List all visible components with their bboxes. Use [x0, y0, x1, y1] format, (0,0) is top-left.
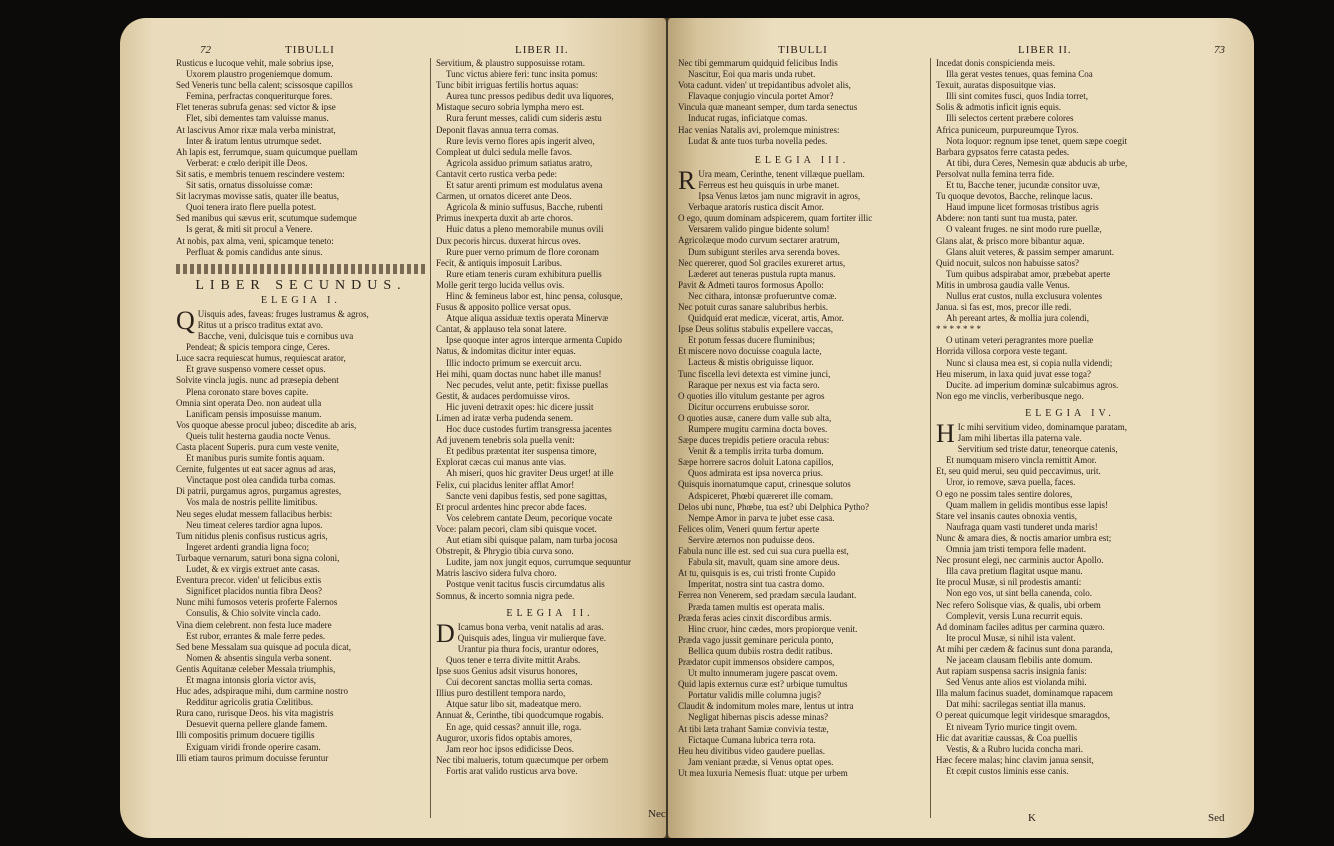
verse-line: Hoc duce custodes furtim transgressa jacentes: [446, 424, 612, 435]
verse-line: Deponit flavas annua terra comas.: [436, 124, 559, 135]
verse-block: [678, 58, 926, 147]
verse-line: Sit satis, ornatus dissoluisse comæ:: [186, 180, 313, 191]
verse-line: Hac venias Natalis avi, prolemque ministres:: [678, 124, 840, 135]
verse-line: Sæpe horrere sacros doluit Latona capillos,: [678, 457, 834, 468]
verse-line: O pereat quicumque legit viridesque smaragdos,: [936, 710, 1110, 721]
verse-line: Perfluat & pomis candidus ante sinus.: [186, 246, 323, 257]
verse-line: Somnus, & incerto somnia nigra pede.: [436, 590, 575, 601]
verse-line: Et magna intonsis gloria victor avis,: [186, 674, 316, 685]
verse-line: Tu quoque devotos, Bacche, relinque lacus.: [936, 191, 1093, 202]
verse-line: Est rubor, errantes & male ferre pedes.: [186, 630, 326, 641]
verse-line: Sit satis, e membris tenuem rescindere vestem:: [176, 168, 345, 179]
verse-line: Ut multo innumeram jugere pascat ovem.: [688, 668, 838, 679]
verse-line: O ego, quum dominam adspicerem, quam fortiter illic: [678, 213, 873, 224]
verse-line: Abdere: non tanti sunt tua musta, pater.: [936, 213, 1078, 224]
verse-line: Fusus & apposito pollice versat opus.: [436, 302, 571, 313]
verse-line: Limen ad iratæ verba pudenda senem.: [436, 413, 573, 423]
verse-line: Haud impune licet formosas tristibus agris: [946, 202, 1099, 213]
verse-line: Glans aluit veteres, & passim semper amarunt.: [946, 246, 1114, 257]
verse-line: Ipsa Venus lætos jam nunc migravit in agros,: [698, 191, 861, 202]
verse-line: Consulis, & Chio solvite vincla cado.: [186, 608, 321, 619]
ornament-divider: [176, 264, 426, 274]
left-column-1: [176, 58, 426, 764]
verse-line: Tunc victus abiere feri: tunc insita pomus:: [446, 69, 598, 80]
verse-line: Complevit, versis Luna recurrit equis.: [946, 610, 1083, 621]
verse-block: [436, 618, 664, 777]
verse-line: Agricola & minio suffusus, Bacche, rubenti: [446, 202, 604, 213]
drop-cap: H: [936, 419, 955, 448]
verse-line: Turbaque vernarum, saturi bona signa coloni,: [176, 552, 340, 563]
verse-line: Illi compositis primum docuere tigillis: [176, 730, 315, 741]
verse-line: Lacteus & mistis obriguisse liquor.: [688, 357, 814, 368]
verse-line: Rura cano, rurisque Deos. his vita magistris: [176, 708, 334, 719]
verse-line: Quoi tenera irato flere puella potest.: [186, 202, 316, 213]
verse-line: Ducite. ad imperium dominæ sulcabimus agros.: [946, 379, 1119, 390]
verse-line: Nullus erat custos, nulla exclusura volentes: [946, 290, 1102, 301]
verse-line: Illa malum facinus suadet, dominamque rapacem: [936, 688, 1113, 699]
verse-line: Flavaque conjugio vincula portet Amor?: [688, 91, 834, 102]
verse-line: Læderet aut teneras pustula rupta manus.: [688, 268, 836, 279]
verse-line: Voce: palam pecori, clam sibi quisque vocet.: [436, 523, 597, 534]
verse-line: Inducat rugas, inficiatque comas.: [688, 113, 808, 124]
verse-line: Fabula nunc ille est. sed cui sua cura puella est,: [678, 546, 849, 557]
verse-line: Rumpere mugitu carmina docta boves.: [688, 424, 828, 434]
verse-line: Flet teneras subrufa genas: sed victor & ipse: [176, 102, 336, 113]
verse-line: Matris lascivo sidera fulva choro.: [436, 568, 557, 579]
drop-cap: R: [678, 165, 696, 195]
verse-line: Vota cadunt. viden' ut trepidantibus advolet alis,: [678, 80, 851, 91]
verse-line: Sæpe duces trepidis petiere oracula rebus:: [678, 435, 830, 446]
verse-line: Servire æternos non puduisse deos.: [688, 534, 815, 545]
verse-line: Bacche, veni, dulcisque tuis e cornibus uva: [197, 331, 354, 342]
verse-line: Huc ades, adspiraque mihi, dum carmine nostro: [176, 686, 348, 697]
verse-line: At tibi læta trahant Samiæ convivia testæ,: [678, 723, 829, 734]
verse-line: Uror, io remove, sæva puella, faces.: [946, 477, 1076, 488]
verse-line: En age, quid cessas? annuit ille, roga.: [446, 721, 582, 732]
verse-line: Illa cava pretium flagitat usque manu.: [946, 566, 1083, 577]
verse-line: Ritus ut a prisco traditus extat avo.: [197, 319, 324, 330]
verse-line: Primus inexperta duxit ab arte choros.: [436, 213, 573, 224]
verse-line: Rure levis verno flores apis ingerit alveo,: [446, 135, 595, 146]
verse-line: Servitium sed triste datur, teneorque catenis,: [957, 444, 1118, 455]
verse-line: Nec tibi gemmarum quidquid felicibus Indis: [678, 58, 838, 68]
verse-line: Quos admirata est ipsa noverca prius.: [688, 468, 823, 479]
verse-line: Præda vago jussit geminare pericula ponto,: [678, 634, 834, 645]
verse-line: Nomen & absentis singula verba sonent.: [186, 652, 332, 663]
verse-line: Uisquis ades, faveas: fruges lustramus & agros,: [197, 308, 369, 319]
verse-line: At tibi, dura Ceres, Nemesin quæ abducis ab urbe,: [946, 157, 1128, 168]
verse-line: Uxorem plaustro progeniemque domum.: [186, 69, 333, 80]
verse-line: Felices olim, Veneri quum fertur aperte: [678, 523, 820, 534]
verse-line: Et potum fessas ducere fluminibus;: [688, 335, 815, 346]
left-page: [120, 18, 666, 838]
verse-line: Verbaque aratoris rustica discit Amor.: [688, 202, 824, 213]
verse-line: Omnia jam tristi tempora felle madent.: [946, 544, 1086, 555]
verse-line: Sed bene Messalam sua quisque ad pocula dicat,: [176, 641, 351, 652]
verse-line: Ne jaceam clausam flebilis ante domum.: [946, 654, 1093, 665]
verse-line: Gentis Aquitanæ celeber Messala triumphis,: [176, 663, 336, 674]
verse-line: Præda tamen multis est operata malis.: [688, 601, 825, 612]
verse-line: O ego ne possim tales sentire dolores,: [936, 488, 1073, 499]
right-column-1: [678, 58, 926, 779]
verse-line: Queis tulit hesterna gaudia nocte Venus.: [186, 430, 331, 441]
verse-line: Negligat hibernas piscis adesse minas?: [688, 712, 828, 723]
verse-line: Heu miserum, in laxa quid juvat esse toga?: [936, 368, 1091, 379]
verse-line: Præda feras acies cinxit discordibus armis.: [678, 612, 832, 623]
verse-line: Verberat: e cœlo deripit ille Deos.: [186, 157, 308, 168]
verse-line: Ura meam, Cerinthe, tenent villæque puellam.: [698, 168, 865, 179]
verse-line: Hæc fecere malas; hinc clavim janua sensit,: [936, 754, 1094, 765]
verse-line: Nota loquor: regnum ipse tenet, quem sæpe coegit: [946, 135, 1127, 146]
verse-line: Quisquis inornatumque caput, crinesque solutos: [678, 479, 851, 490]
verse-line: Et procul ardentes hinc precor abde faces.: [436, 501, 587, 512]
elegy-title: ELEGIA IV.: [1025, 407, 1115, 419]
verse-line: Icamus bona verba, venit natalis ad aras.: [457, 621, 604, 632]
verse-line: Vina diem celebrent. non festa luce madere: [176, 619, 332, 630]
verse-line: Ingeret ardenti grandia ligna foco;: [186, 541, 309, 552]
verse-line: Cantat, & applauso tela sonat latere.: [436, 324, 567, 335]
verse-line: Rure etiam teneris curam exhibitura puellis: [446, 268, 602, 279]
verse-line: Aut rapiam suspensa sacris insignia fanis:: [936, 666, 1087, 677]
verse-line: Redditur agricolis gratia Cœlitibus.: [186, 697, 313, 708]
verse-line: Gestit, & audaces perdomuisse viros.: [436, 390, 570, 401]
verse-line: Inter & iratum lentus utrumque sedet.: [186, 135, 322, 146]
verse-line: Jam mihi libertas illa paterna vale.: [957, 433, 1082, 444]
verse-line: Ludet, & ex virgis extruet ante casas.: [186, 564, 320, 575]
verse-line: Ah miseri, quos hic graviter Deus urget! at ille: [446, 468, 614, 479]
verse-line: Fictaque Cumana lubrica terra rota.: [688, 734, 816, 745]
verse-line: Felix, cui placidus leniter afflat Amor!: [436, 479, 575, 490]
verse-line: Hei mihi, quam doctas nunc habet ille manus!: [436, 368, 602, 379]
verse-line: Prædator cupit immensos obsidere campos,: [678, 656, 835, 667]
verse-line: Et, seu quid merui, seu quid peccavimus, urit.: [936, 466, 1101, 477]
verse-line: Lanificam pensis imposuisse manum.: [186, 408, 322, 419]
verse-line: Ludite, jam nox jungit equos, currumque sequuntur: [446, 557, 631, 568]
verse-line: Quos tener e terra divite mittit Arabs.: [446, 654, 581, 665]
verse-line: Casta placent Superis. pura cum veste venite,: [176, 442, 339, 452]
verse-line: Luce sacra requiescat humus, requiescat arator,: [176, 353, 346, 364]
verse-line: Ite procul Musæ, si nihil ista valent.: [946, 632, 1076, 643]
verse-line: Non ego vos, ut sint bella canenda, colo.: [946, 588, 1092, 599]
running-head: LIBER II.: [1018, 44, 1072, 56]
verse-line: Et niveam Tyrio murice tingit ovem.: [946, 721, 1078, 732]
verse-line: Natus, & indomitas dicitur inter equas.: [436, 346, 576, 357]
verse-line: Agricola assiduo primum satiatus aratro,: [446, 157, 593, 168]
verse-line: Claudit & indomitum moles mare, lentus ut intra: [678, 701, 854, 712]
verse-line: Ah pereant artes, & mollia jura colendi,: [946, 313, 1089, 324]
verse-line: Nec quererer, quod Sol graciles exureret artus,: [678, 257, 846, 268]
verse-line: Incedat donis conspicienda meis.: [936, 58, 1055, 68]
verse-line: Ferrea non Venerem, sed prædam sæcula laudant.: [678, 590, 857, 601]
verse-line: Nec pecudes, velut ante, petit: fixisse puellas: [446, 379, 608, 390]
verse-line: Ipse suos Genius adsit visurus honores,: [436, 666, 578, 677]
right-column-2: [936, 58, 1204, 777]
verse-line: Sed Venus ante alios est violanda mihi.: [946, 677, 1087, 688]
verse-line: Quisquis ades, lingua vir mulierque fave.: [457, 632, 606, 643]
verse-line: O valeant fruges. ne sint modo rure puellæ,: [946, 224, 1102, 235]
drop-cap: D: [436, 618, 455, 648]
verse-line: Atque aliqua assiduæ textis operata Minervæ: [446, 313, 609, 324]
verse-line: Hinc & femineus labor est, hinc pensa, colusque,: [446, 290, 623, 301]
verse-line: Vos celebrem cantate Deum, pecorique vocate: [446, 512, 613, 523]
verse-line: Imperitat, nostra sint tua castra domo.: [688, 579, 825, 590]
verse-line: Et numquam misero vincla remittit Amor.: [946, 455, 1097, 466]
verse-line: Nec cithara, intonsæ profueruntve comæ.: [688, 290, 837, 301]
verse-line: Flet, sibi dementes tam valuisse manus.: [186, 113, 329, 124]
verse-line: Nunc mihi fumosos veteris proferte Falernos: [176, 597, 338, 608]
verse-line: Aut etiam sibi quisque palam, nam turba jocosa: [446, 535, 618, 546]
verse-line: Ic mihi servitium video, dominamque paratam,: [957, 422, 1127, 432]
verse-line: Vos mala de nostris pellite limitibus.: [186, 497, 318, 508]
verse-line: Auguror, uxoris fidos optabis amores,: [436, 732, 573, 743]
elegy-title: ELEGIA I.: [261, 294, 341, 306]
verse-line: Dux pecoris hircus. duxerat hircus oves.: [436, 235, 581, 246]
verse-line: Exiguam viridi fronde operire casam.: [186, 741, 321, 752]
verse-line: Illi etiam tauros primum docuisse feruntur: [176, 752, 329, 763]
verse-line: Et pedibus prætentat iter suspensa timore,: [446, 446, 597, 457]
verse-line: Vincula quæ maneant semper, dum tarda senectus: [678, 102, 858, 113]
page-number: 72: [200, 44, 211, 56]
verse-line: Persolvat nulla femina terra fide.: [936, 168, 1055, 179]
book-title: LIBER SECUNDUS.: [195, 277, 407, 293]
page-number: 73: [1214, 44, 1225, 56]
verse-line: Aurea tunc pressos pedibus dedit uva liquores,: [446, 91, 614, 102]
verse-line: Quid nocuit, sulcos non habuisse satos?: [936, 257, 1079, 268]
verse-line: Et grave suspenso vomere cesset opus.: [186, 364, 326, 375]
drop-cap: Q: [176, 305, 195, 335]
verse-line: Nec potuit curas sanare salubribus herbis.: [678, 301, 828, 312]
verse-block: [678, 165, 926, 779]
verse-line: Ite procul Musæ, si nil prodestis amanti:: [936, 577, 1082, 588]
verse-line: Nec tibi malueris, totum quæcumque per orbem: [436, 754, 609, 765]
verse-line: Cernite, fulgentes ut eat sacer agnus ad aras,: [176, 464, 336, 475]
verse-line: Et miscere novo docuisse coagula lacte,: [678, 346, 822, 357]
verse-block: [176, 305, 426, 764]
verse-line: Illi selectos certent præbere colores: [946, 113, 1074, 124]
verse-line: Atque satur libo sit, madeatque mero.: [446, 699, 582, 710]
elegy-title: ELEGIA III.: [754, 154, 850, 166]
verse-line: Naufraga quam vasti tunderet unda maris!: [946, 521, 1098, 532]
verse-line: Sed manibus qui sævus erit, scutumque sudemque: [176, 213, 357, 224]
verse-line: At mihi per cædem & facinus sunt dona paranda,: [936, 643, 1113, 654]
verse-line: Quid lapis externus curæ est? urbique tumultus: [678, 679, 848, 690]
verse-line: Et tu, Bacche tener, jucundæ consitor uvæ,: [946, 180, 1100, 191]
verse-line: Eventura precor. viden' ut felicibus extis: [176, 575, 322, 586]
verse-line: Vinctaque post olea candida turba comas.: [186, 475, 336, 486]
verse-line: Stare vel insanis cautes obnoxia ventis,: [936, 510, 1077, 521]
verse-line: Janua. si fas est, mos, precor ille redi.: [936, 302, 1072, 313]
verse-line: Mitis in umbrosa gaudia valle Venus.: [936, 279, 1070, 290]
verse-line: Solvite vincla jugis. nunc ad præsepia debent: [176, 375, 339, 386]
verse-line: Horrida villosa corpora veste tegant.: [936, 346, 1068, 357]
verse-line: Ad dominam faciles aditus per carmina quæro.: [936, 621, 1105, 632]
verse-line: Huic datus a pleno memorabile munus ovili: [446, 224, 604, 235]
verse-block: [436, 58, 664, 602]
verse-line: Ah lapis est, ferrumque, suam quicumque puellam: [176, 146, 358, 157]
verse-line: Africa puniceum, purpureumque Tyros.: [936, 124, 1079, 135]
verse-line: Raraque per nexus est via facta sero.: [688, 379, 820, 390]
verse-line: At nobis, pax alma, veni, spicamque teneto:: [176, 235, 334, 246]
verse-line: Hinc cruor, hinc cædes, mors propiorque venit.: [688, 623, 858, 634]
verse-line: Nunc si clausa mea est, si copia nulla videndi;: [946, 357, 1113, 368]
verse-line: Quam mallem in gelidis montibus esse lapis!: [946, 499, 1108, 510]
verse-line: Delos ubi nunc, Phœbe, tua est? ubi Delphica Pytho?: [678, 501, 869, 512]
running-head: TIBULLI: [285, 44, 335, 56]
verse-line: Molle gerit tergo lucida vellus ovis.: [436, 279, 565, 290]
verse-line: Nempe Amor in parva te jubet esse casa.: [688, 512, 835, 523]
left-column-2: [436, 58, 664, 777]
verse-line: Cui decorent sanctas mollia serta comas.: [446, 677, 593, 688]
verse-line: Ludat & ante tuos turba novella pedes.: [688, 135, 828, 146]
verse-line: Neu seges eludat messem fallacibus herbis:: [176, 508, 333, 519]
catchword: Sed: [1208, 812, 1225, 824]
verse-line: Jam reor hoc ipsos edidicisse Deos.: [446, 743, 574, 754]
verse-line: O quoties ausæ, canere dum valle sub alta,: [678, 412, 832, 423]
verse-line: Illius puro destillent tempora nardo,: [436, 688, 566, 699]
elegy-title: ELEGIA II.: [506, 607, 594, 619]
verse-line: Dicitur occurrens erubuisse soror.: [688, 401, 810, 412]
verse-line: Servitium, & plaustro supposuisse rotam.: [436, 58, 585, 68]
column-rule: [430, 58, 431, 818]
verse-line: Ipse Deus solitus stabulis expellere vaccas,: [678, 324, 833, 335]
verse-block: [936, 419, 1204, 777]
verse-line: Illa gerat vestes tenues, quas femina Coa: [946, 69, 1093, 80]
verse-line: Portatur validis mille columna jugis?: [688, 690, 821, 701]
verse-line: Fortis arat valido rusticus arva bove.: [446, 765, 578, 776]
verse-line: Illic indocto primum se exercuit arcu.: [446, 357, 582, 368]
verse-line: Fabula sit, mavult, quam sine amore deus.: [688, 557, 840, 568]
verse-line: Et manibus puris sumite fontis aquam.: [186, 453, 325, 464]
verse-line: Tum nitidus plenis confisus rusticus agris,: [176, 530, 328, 541]
verse-line: Cantavit certo rustica verba pede:: [436, 168, 557, 179]
verse-line: Urantur pia thura focis, urantur odores,: [457, 643, 599, 654]
running-head: LIBER II.: [515, 44, 569, 56]
signature-mark: K: [1028, 812, 1036, 824]
verse-block: [176, 58, 426, 258]
verse-line: Adspiceret, Phœbi quæreret ille comam.: [688, 490, 833, 501]
verse-line: Postque venit tacitus fuscis circumdatus alis: [446, 579, 605, 590]
verse-line: Nec refero Solisque vias, & qualis, ubi orbem: [936, 599, 1101, 610]
verse-line: Fecit, & antiquis imposuit Laribus.: [436, 257, 562, 268]
right-page: [668, 18, 1254, 838]
verse-line: Is gerat, & miti sit procul a Venere.: [186, 224, 313, 235]
verse-line: Sit lacrymas movisse satis, quater ille beatus,: [176, 191, 339, 202]
verse-line: Tunc bibit irriguas fertilis hortus aquas:: [436, 80, 579, 91]
verse-line: Tunc fiscella levi detexta est vimine junci,: [678, 368, 831, 379]
verse-line: Plena coronato stare boves capite.: [186, 386, 309, 397]
verse-line: Nunc & amara dies, & noctis amarior umbra est;: [936, 532, 1112, 543]
verse-line: Desuevit querna pellere glande famem.: [186, 719, 328, 730]
verse-line: Jam veniant prædæ, si Venus optat opes.: [688, 756, 834, 767]
verse-line: Dat mihi: sacrilegas sentiat illa manus.: [946, 699, 1086, 710]
verse-line: Texuit, auratas disposuitque vias.: [936, 80, 1056, 91]
verse-line: Mistaque securo sobria lympha mero est.: [436, 102, 584, 113]
verse-line: Barbara gypsatos ferre catasta pedes.: [936, 146, 1070, 157]
running-head: TIBULLI: [778, 44, 828, 56]
verse-line: Et cœpit custos liminis esse canis.: [946, 765, 1069, 776]
verse-line: Sed Veneris tunc bella calent; scissosque capillos: [176, 80, 353, 91]
verse-line: Carmen, ut ornatos diceret ante Deos.: [436, 191, 572, 202]
verse-line: Compleat ut dulci sedula melle favos.: [436, 146, 572, 157]
verse-line: Agricolæque modo curvum sectarer aratrum,: [678, 235, 840, 246]
verse-line: Ferreus est heu quisquis in urbe manet.: [698, 179, 840, 190]
verse-block: [936, 58, 1204, 402]
verse-line: Tum quibus adspirabat amor, præbebat aperte: [946, 268, 1111, 279]
verse-line: O quoties illo vitulum gestante per agros: [678, 390, 825, 401]
verse-line: Annuat &, Cerinthe, tibi quodcumque rogabis.: [436, 710, 604, 721]
verse-line: Nascitur, Eoi qua maris unda rubet.: [688, 69, 816, 80]
catchword: Nec: [648, 808, 666, 820]
verse-line: Illi sint comites fusci, quos India torret,: [946, 91, 1088, 102]
verse-line: Rure puer verno primum de flore coronam: [446, 246, 599, 257]
verse-line: Dum subigunt steriles arva serenda boves.: [688, 246, 840, 257]
verse-line: Quidquid erat medicæ, vicerat, artis, Amor.: [688, 313, 844, 324]
verse-line: Hic dat avaritiæ caussas, & Coa puellis: [936, 732, 1078, 743]
verse-line: Rura ferunt messes, calidi cum sideris æstu: [446, 113, 602, 124]
verse-line: Ipse quoque inter agros interque armenta Cupido: [446, 335, 622, 346]
verse-line: Ad juvenem tenebris sola puella venit:: [436, 435, 575, 446]
verse-line: Obstrepit, & Phrygio tibia curva sono.: [436, 546, 574, 557]
verse-line: Solis & admotis inficit ignis equis.: [936, 102, 1062, 113]
verse-line: Femina, perfractas conqueriturque fores.: [186, 91, 333, 102]
verse-line: Rusticus e lucoque vehit, male sobrius ipse,: [176, 58, 334, 68]
verse-line: O utinam veteri peragrantes more puellæ: [946, 335, 1094, 346]
verse-line: Explorat cæcas cui manus ante vias.: [436, 457, 566, 468]
verse-line: Di patrii, purgamus agros, purgamus agrestes,: [176, 486, 342, 497]
verse-line: At tu, quisquis is es, cui tristi fronte Cupido: [678, 568, 836, 579]
verse-line: Sancte veni dapibus festis, sed pone sagittas,: [446, 490, 607, 501]
verse-line: Bellica quum dubiis rostra dedit ratibus.: [688, 645, 833, 656]
verse-line: Significet placidos nuntia fibra Deos?: [186, 586, 322, 597]
verse-line: Vestis, & a Rubro lucida concha mari.: [946, 743, 1083, 754]
verse-line: Et satur arenti primum est modulatus avena: [446, 180, 603, 191]
verse-line: Venit & a templis irrita turba domum.: [688, 446, 824, 457]
verse-line: Omnia sint operata Deo. non audeat ulla: [176, 397, 322, 408]
verse-line: * * * * * * *: [936, 324, 981, 335]
verse-line: At lascivus Amor rixæ mala verba ministrat,: [176, 124, 336, 135]
verse-line: Hic juveni detraxit opes: hic dicere jussit: [446, 401, 594, 412]
verse-line: Glans alat, & prisco more bibantur aquæ.: [936, 235, 1085, 246]
verse-line: Pavit & Admeti tauros formosus Apollo:: [678, 279, 824, 290]
verse-line: Neu timeat celeres tardior agna lupos.: [186, 519, 323, 530]
verse-line: Vos quoque abesse procul jubeo; discedite ab aris,: [176, 419, 357, 430]
column-rule: [930, 58, 931, 818]
verse-line: Nec prosunt elegi, nec carminis auctor Apollo.: [936, 555, 1104, 566]
verse-line: Heu heu divitibus video gaudere puellas.: [678, 745, 825, 756]
verse-line: Non ego me vinclis, verberibusque nego.: [936, 390, 1084, 401]
verse-line: Ut mea luxuria Nemesis fluat: utque per urbem: [678, 767, 848, 778]
verse-line: Pendeat; & spicis tempora cinge, Ceres.: [186, 342, 330, 353]
verse-line: Versarem valido pingue bidente solum!: [688, 224, 830, 235]
